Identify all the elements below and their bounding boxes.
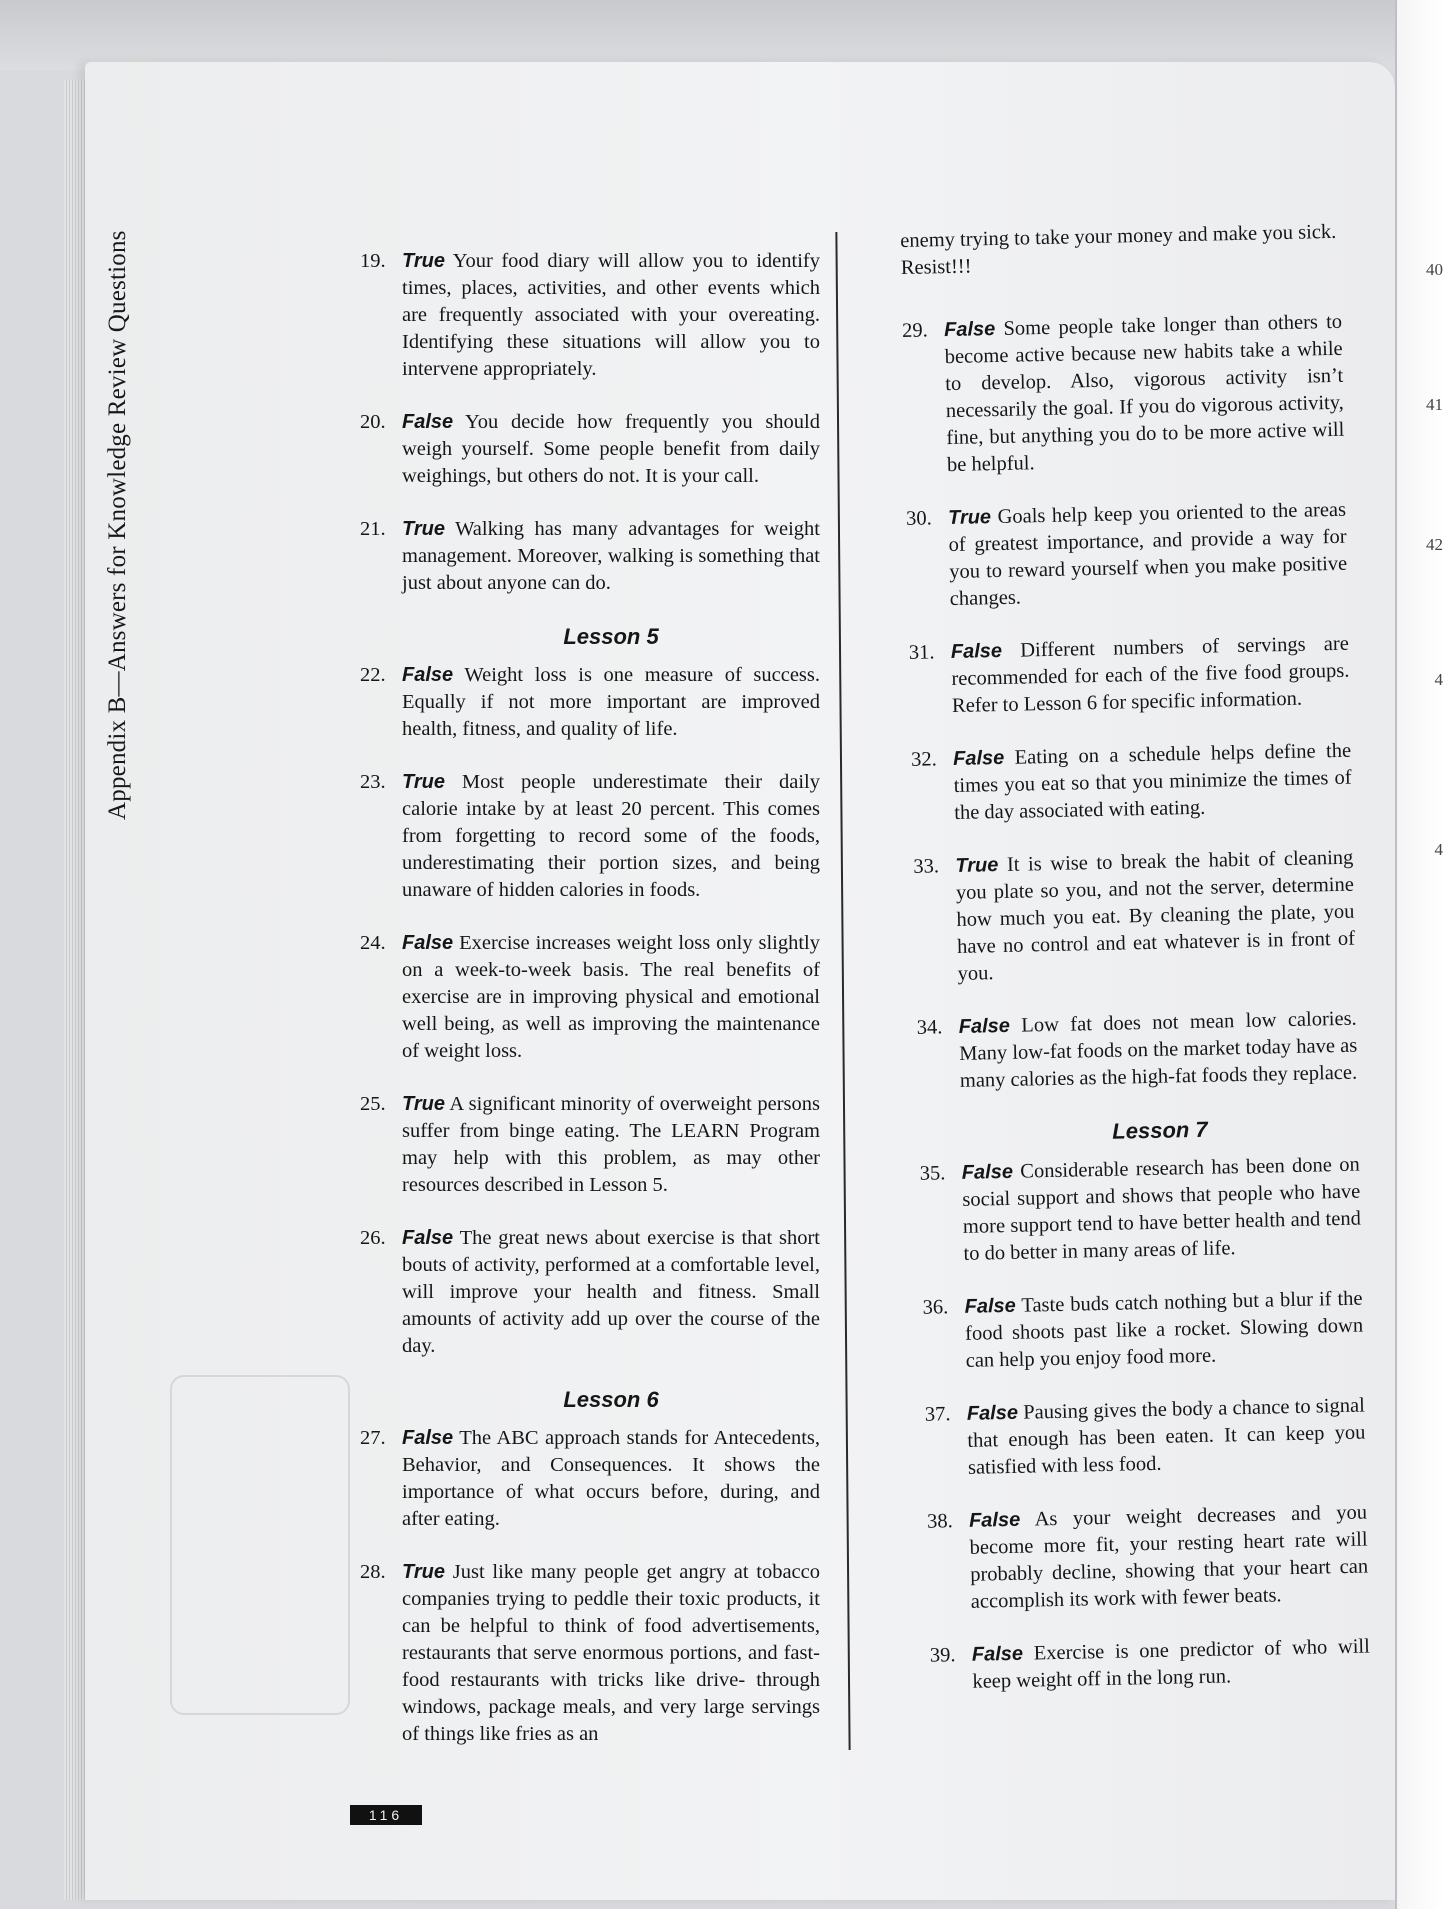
answer-item — [360, 1225, 820, 1360]
answer-label: True — [402, 518, 445, 540]
answer-item — [360, 516, 820, 597]
answer-label: True — [402, 771, 445, 793]
answer-label: False — [952, 746, 1005, 771]
question-number: 33. — [913, 855, 940, 878]
answer-explanation: Taste buds catch nothing but a blur if the food shoots past like a rocket. Slowing down can help you enjoy food more. — [964, 1287, 1364, 1372]
question-number: 30. — [905, 507, 932, 530]
answer-explanation: Pausing gives the body a chance to signal that enough has been eaten. It can keep you satisfied with less food. — [967, 1394, 1366, 1479]
answer-label: False — [402, 664, 454, 686]
answer-label: True — [947, 506, 992, 530]
answer-item — [906, 497, 1348, 614]
question-number: 26. — [360, 1227, 386, 1249]
answer-label: True — [402, 1561, 445, 1583]
answer-item — [360, 409, 820, 490]
answer-explanation: It is wise to break the habit of cleaning you plate so you, and not the server, determine how much you eat. By cleaning the plate, you have no control and eat whatever is in front of you. — [955, 846, 1356, 985]
answer-label: False — [950, 639, 1003, 664]
margin-number: 4 — [1434, 840, 1443, 859]
answer-item — [360, 930, 820, 1065]
margin-number: 42 — [1426, 535, 1443, 554]
answer-explanation: As your weight decreases and you become more fit, your resting heart rate will probably decline, showing that your heart can accomplish its work with fewer beats. — [969, 1501, 1369, 1613]
answer-item — [360, 1559, 820, 1748]
answer-item — [911, 738, 1353, 828]
answer-item — [913, 845, 1356, 989]
answer-item — [360, 769, 820, 904]
margin-number: 4 — [1434, 670, 1443, 689]
answer-label: False — [402, 411, 454, 433]
margin-number: 41 — [1426, 395, 1443, 414]
side-title: Appendix B—Answers for Knowledge Review Questions — [104, 230, 131, 820]
answer-item — [360, 248, 820, 383]
question-number: 21. — [360, 518, 386, 540]
answer-label: False — [402, 932, 454, 954]
answer-item — [927, 1500, 1369, 1617]
answer-item — [925, 1393, 1367, 1483]
answer-explanation: Most people underestimate their daily calorie intake by at least 20 percent. This comes from forgetting to record some of the foods, underestimating their portion sizes, and being unaware of hidden calories in foods. — [402, 771, 820, 901]
question-number: 35. — [919, 1162, 946, 1185]
answer-explanation: Just like many people get angry at tobacco companies trying to peddle their toxic products, it can be helpful to think of food advertisements, restaurants that serve enormous portions, and fast-food restaurants with tricks like drive- through windows, package meals, and very large servings of things like fries as an — [402, 1561, 821, 1745]
question-number: 31. — [908, 641, 935, 664]
answer-explanation: Exercise is one predictor of who will keep weight off in the long run. — [972, 1635, 1371, 1693]
answer-item — [360, 662, 820, 743]
answer-label: False — [964, 1294, 1016, 1318]
answer-label: False — [961, 1160, 1014, 1184]
backdrop — [0, 0, 1445, 70]
answer-label: True — [402, 250, 445, 272]
answer-item — [920, 1152, 1362, 1269]
answer-explanation: Goals help keep you oriented to the areas of greatest importance, and provide a way for you to reward yourself when you make positive changes. — [948, 498, 1348, 611]
answer-label: False — [402, 1427, 454, 1449]
question-number: 19. — [360, 250, 386, 272]
answer-item — [922, 1286, 1364, 1376]
right-column — [900, 219, 1371, 1723]
lesson-heading: Lesson 6 — [563, 1387, 659, 1412]
answer-explanation: Walking has many advantages for weight management. Moreover, walking is something that just about anyone can do. — [402, 518, 820, 594]
answer-label: True — [402, 1093, 445, 1115]
left-column — [360, 248, 820, 1774]
question-number: 34. — [916, 1016, 943, 1039]
answer-item — [360, 1425, 820, 1533]
lesson-heading: Lesson 5 — [563, 624, 659, 649]
answer-explanation: The ABC approach stands for Antecedents, Behavior, and Consequences. It shows the importance of what occurs before, during, and after eating. — [402, 1427, 820, 1530]
answer-item — [902, 309, 1345, 480]
answer-explanation: Your food diary will allow you to identify times, places, activities, and other events which are frequently associated with your overeating. Identifying these situations will allow you to intervene appropriately. — [402, 250, 821, 380]
answer-item — [909, 631, 1351, 721]
answer-label: False — [943, 318, 996, 342]
answer-label: False — [966, 1401, 1019, 1425]
question-number: 27. — [360, 1427, 386, 1449]
question-number: 38. — [926, 1510, 953, 1533]
margin-number: 40 — [1426, 260, 1443, 279]
question-number: 39. — [929, 1644, 956, 1667]
answer-explanation: A significant minority of overweight persons suffer from binge eating. The LEARN Program may help with this problem, as may other resources described in Lesson 5. — [402, 1093, 820, 1196]
answer-label: True — [955, 854, 999, 877]
question-number: 32. — [910, 748, 937, 771]
question-number: 23. — [360, 771, 386, 793]
page-stack-edge — [64, 80, 86, 1900]
question-number: 37. — [924, 1403, 951, 1426]
question-number: 29. — [901, 319, 929, 342]
question-number: 36. — [922, 1296, 949, 1319]
bleed-through-cartoon — [170, 1375, 350, 1715]
answer-explanation: Considerable research has been done on social support and shows that people who have more support tend to have better health and tend to do better in many areas of life. — [962, 1153, 1362, 1265]
answer-item — [916, 1006, 1358, 1096]
answer-explanation: Some people take longer than others to become active because new habits take a while to develop. Also, vigorous activity isn’t necessarily the goal. If you do vigorous activity, fine, but anything you do to be more active will be helpful. — [944, 310, 1345, 477]
answer-label: False — [968, 1508, 1021, 1532]
continued-text: enemy trying to take your money and make you sick. Resist!!! — [900, 220, 1337, 279]
question-number: 22. — [360, 664, 386, 686]
question-number: 20. — [360, 411, 386, 433]
answer-explanation: Low fat does not mean low calories. Many low-fat foods on the market today have as many calories as the high-fat foods they replace. — [959, 1007, 1358, 1092]
lesson-heading: Lesson 7 — [1112, 1116, 1208, 1144]
answer-item — [360, 1091, 820, 1199]
answer-explanation: You decide how frequently you should weigh yourself. Some people benefit from daily weighings, but others do not. It is your call. — [402, 411, 820, 487]
answer-label: False — [958, 1014, 1011, 1038]
answer-explanation: Different numbers of servings are recommended for each of the five food groups. Refer to Lesson 6 for specific information. — [951, 632, 1350, 718]
question-number: 28. — [360, 1561, 386, 1583]
answer-item — [930, 1633, 1371, 1696]
answer-explanation: The great news about exercise is that short bouts of activity, performed at a comfortable level, will improve your health and fitness. Small amounts of activity add up over the course of the day. — [402, 1227, 820, 1357]
answer-explanation: Eating on a schedule helps define the times you eat so that you minimize the times of the day associated with eating. — [953, 739, 1352, 824]
answer-explanation: Weight loss is one measure of success. Equally if not more important are improved health, fitness, and quality of life. — [402, 664, 820, 740]
page-number: 116 — [350, 1805, 422, 1825]
answer-explanation: Exercise increases weight loss only slightly on a week-to-week basis. The real benefits of exercise are in improving physical and emotional well being, as well as improving the maintenance of weight loss. — [402, 932, 821, 1062]
answer-label: False — [971, 1642, 1024, 1666]
answer-label: False — [402, 1227, 454, 1249]
question-number: 25. — [360, 1093, 386, 1115]
facing-page-edge — [1395, 0, 1445, 1909]
question-number: 24. — [360, 932, 386, 954]
